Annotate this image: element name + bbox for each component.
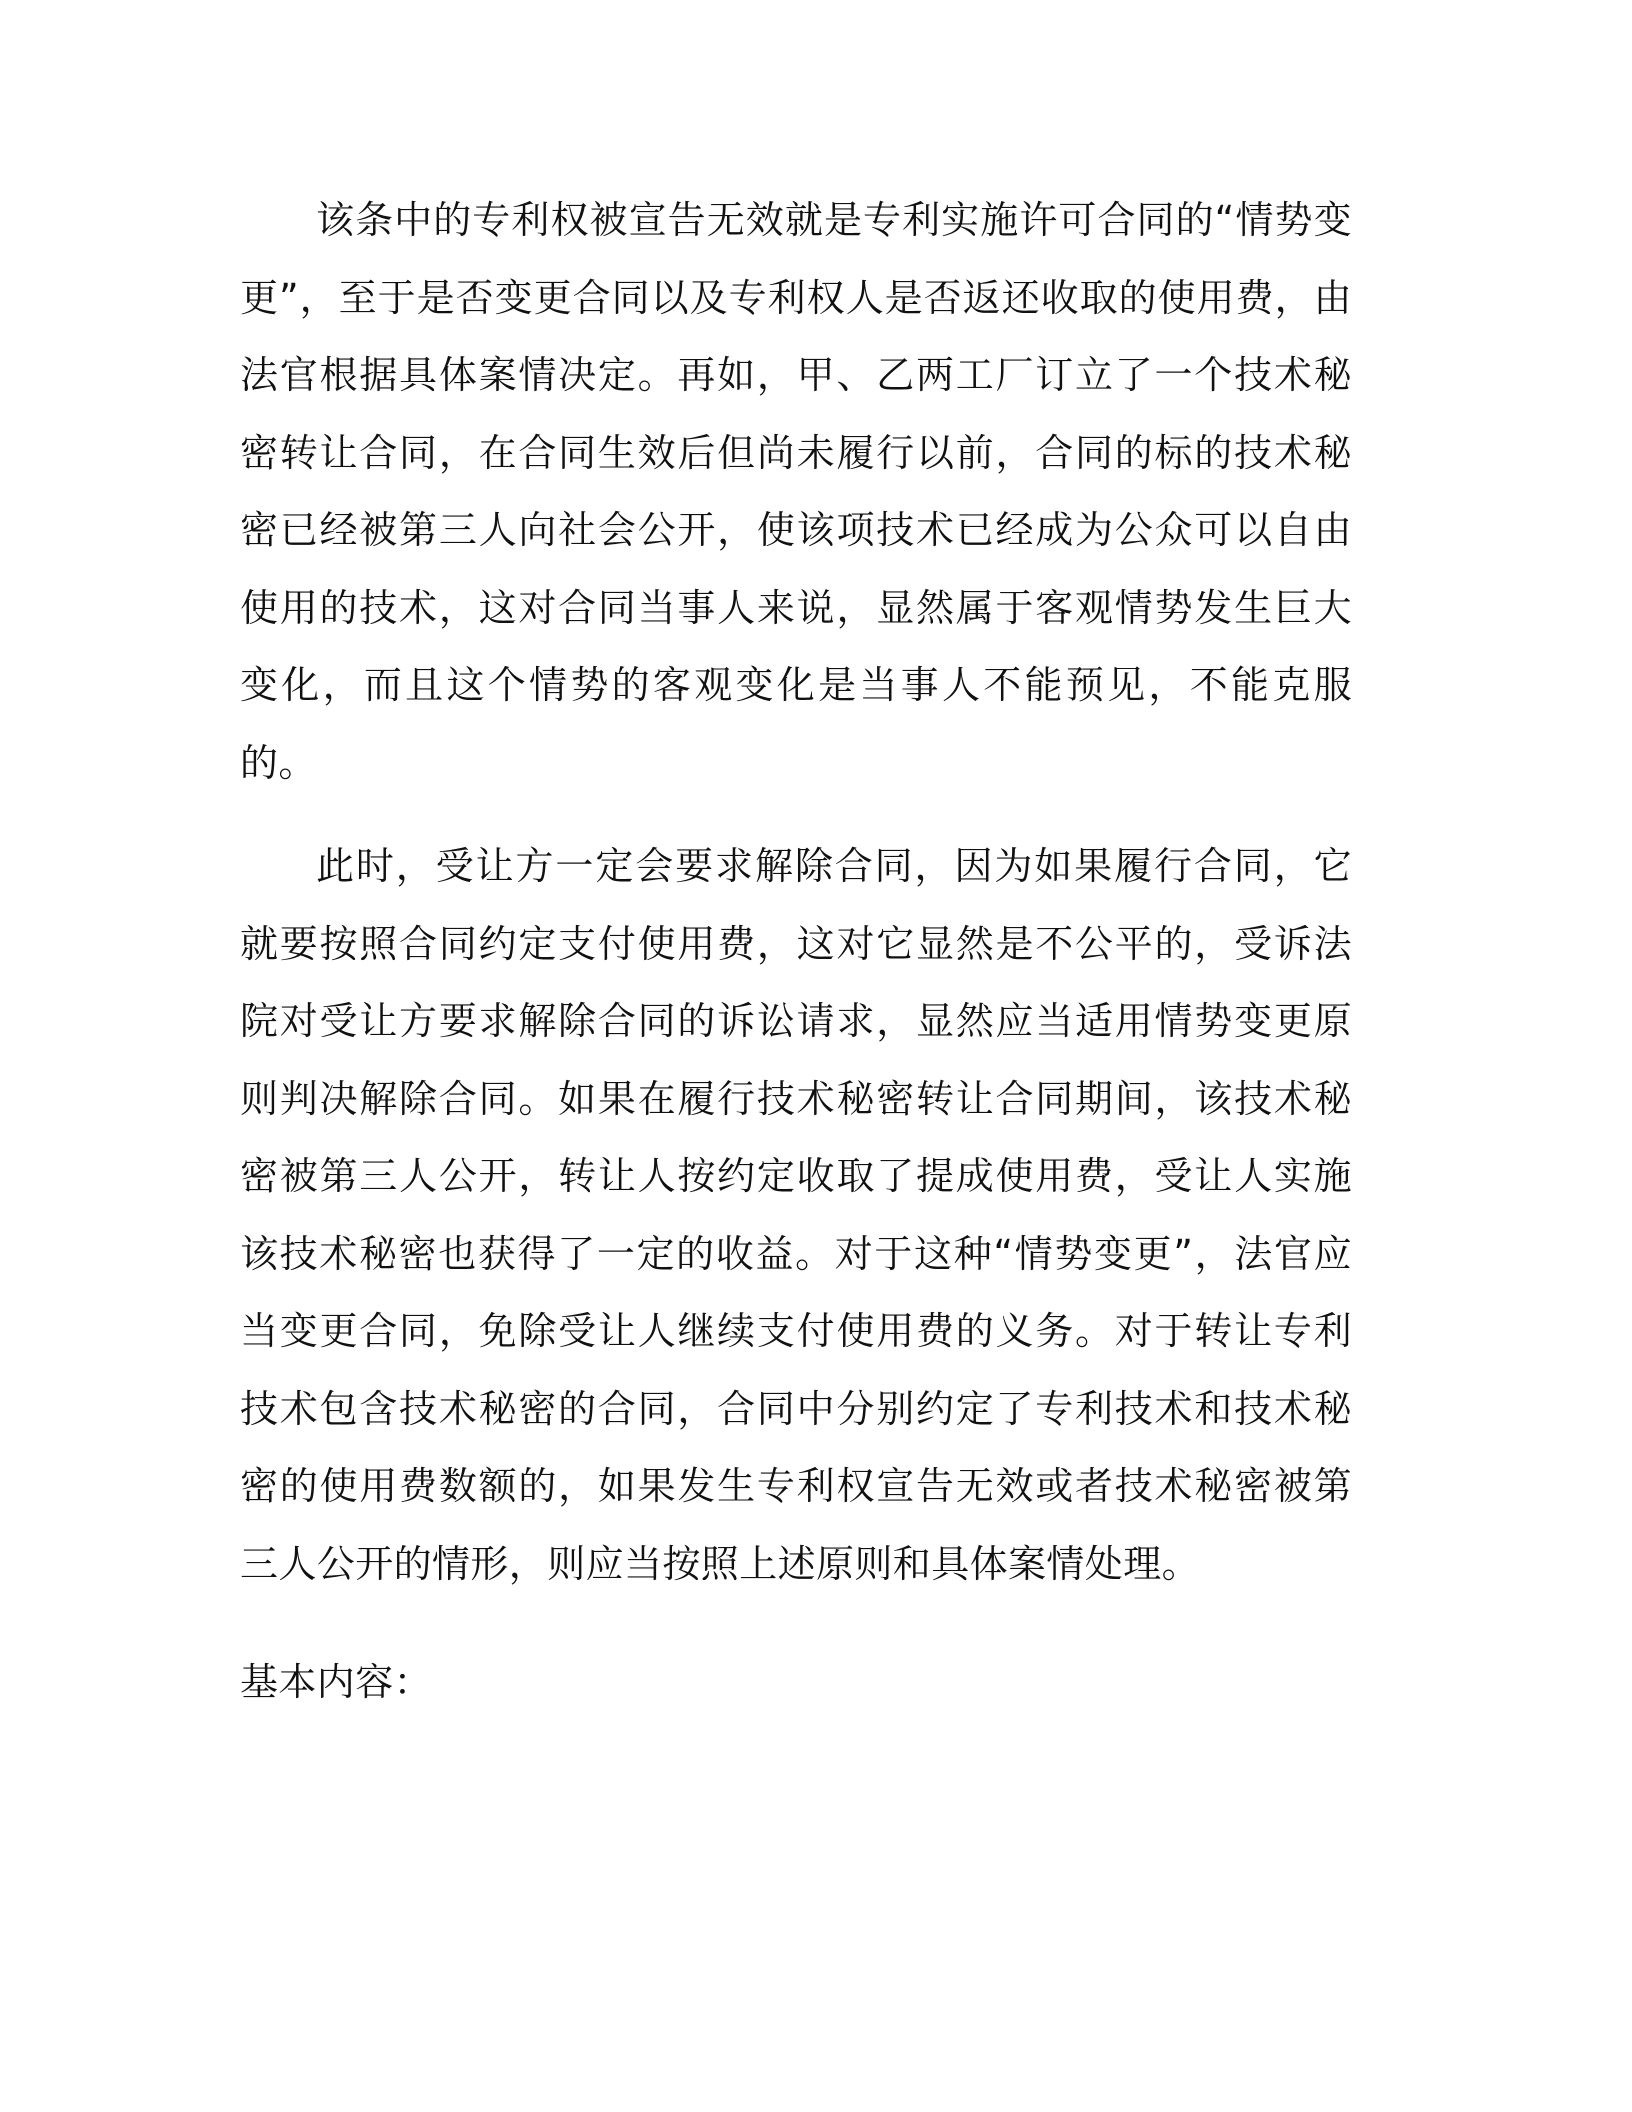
document-body bbox=[240, 182, 1352, 1603]
paragraph-1: 该条中的专利权被宣告无效就是专利实施许可合同的“情势变更”，至于是否变更合同以及专利权人是否返还收取的使用费，由法官根据具体案情决定。再如，甲、乙两工厂订立了一个技术秘密转让合同，在合同生效后但尚未履行以前，合同的标的技术秘密已经被第三人向社会公开，使该项技术已经成为公众可以自由使用的技术，这对合同当事人来说，显然属于客观情势发生巨大变化，而且这个情势的客观变化是当事人不能预见，不能克服的。 bbox=[240, 198, 1352, 785]
section-heading: 基本内容： bbox=[240, 1660, 433, 1704]
paragraph-2: 此时，受让方一定会要求解除合同，因为如果履行合同，它就要按照合同约定支付使用费，这对它显然是不公平的，受诉法院对受让方要求解除合同的诉讼请求，显然应当适用情势变更原则判决解除合同。如果在履行技术秘密转让合同期间，该技术秘密被第三人公开，转让人按约定收取了提成使用费，受让人实施该技术秘密也获得了一定的收益。对于这种“情势变更”，法官应当变更合同，免除受让人继续支付使用费的义务。对于转让专利技术包含技术秘密的合同，合同中分别约定了专利技术和技术秘密的使用费数额的，如果发生专利权宣告无效或者技术秘密被第三人公开的情形，则应当按照上述原则和具体案情处理。 bbox=[240, 844, 1352, 1586]
